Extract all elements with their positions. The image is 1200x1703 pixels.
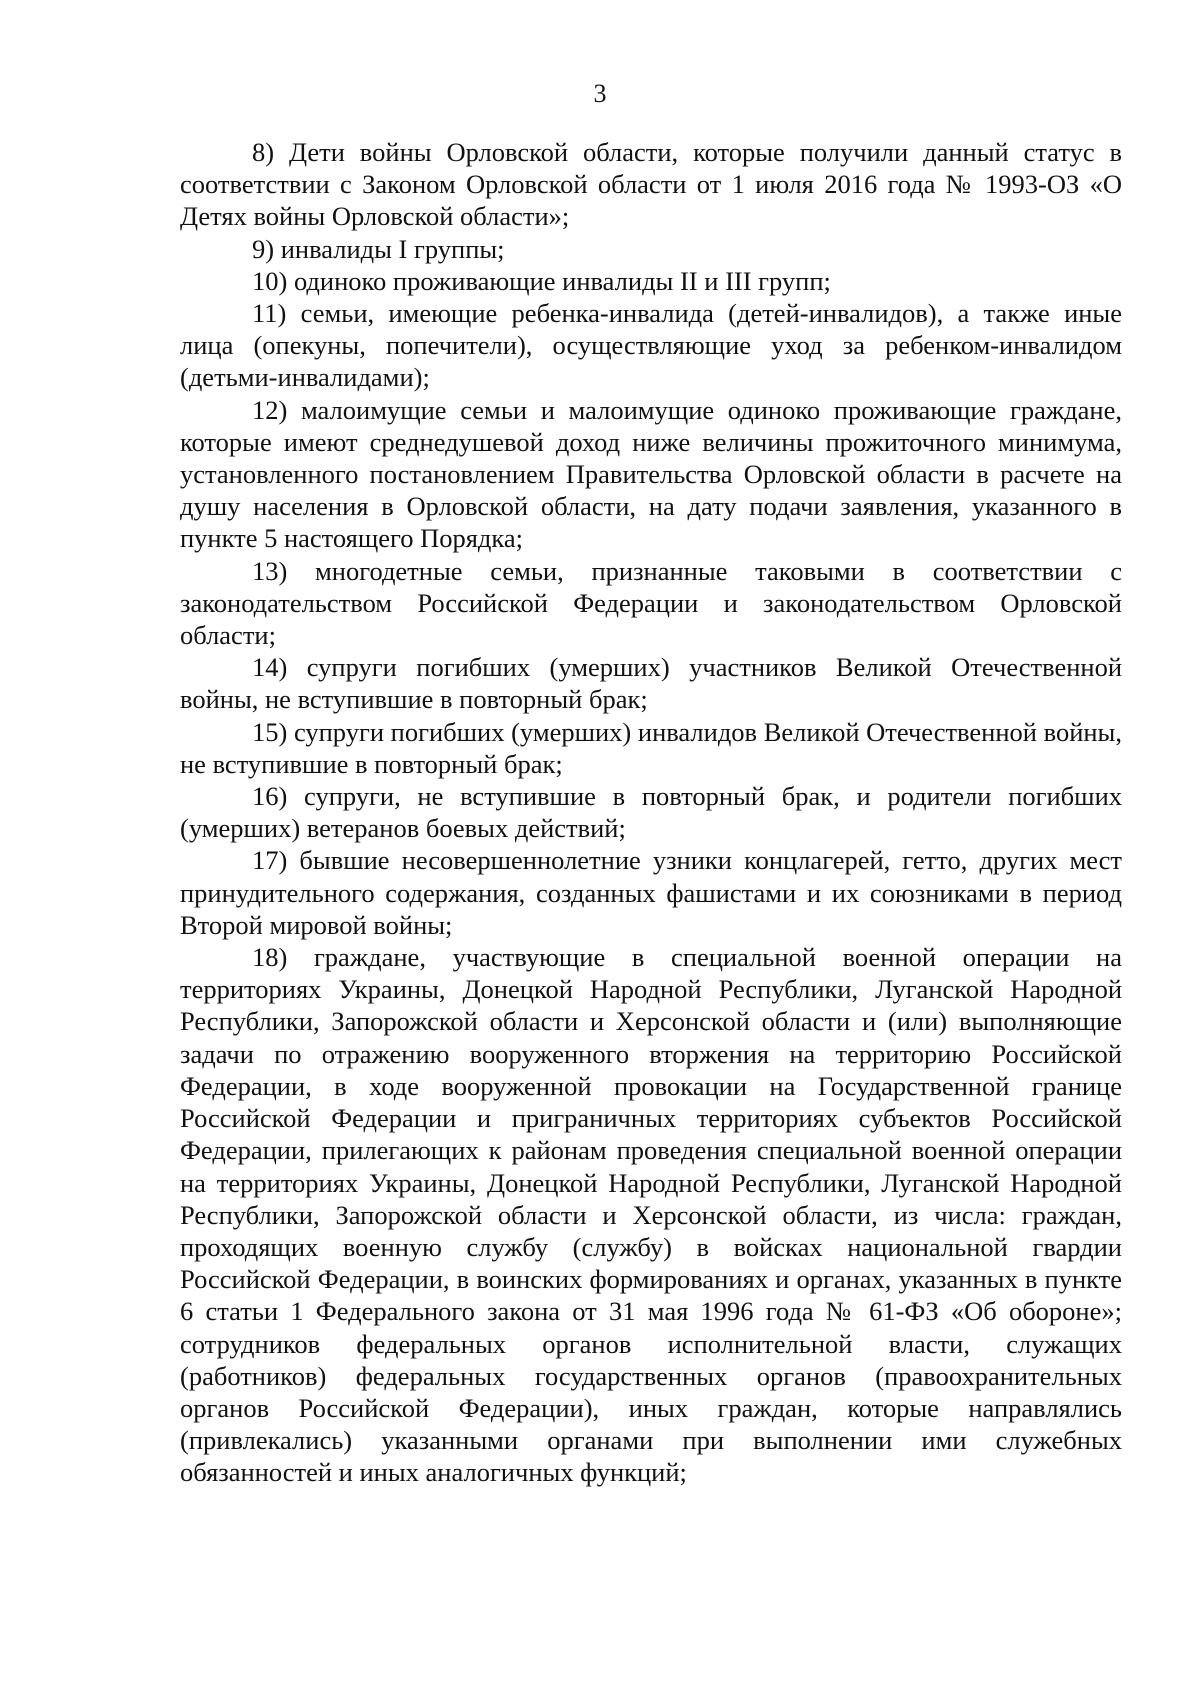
list-item: 17) бывшие несовершеннолетние узники концлагерей, гетто, других мест принудительного содержания, созданных фашистами и их союзниками в период Второй мировой войны; [180,845,1122,940]
document-body [180,136,1122,1489]
list-item: 16) супруги, не вступившие в повторный брак, и родители погибших (умерших) ветеранов боевых действий; [180,781,1122,844]
list-item: 8) Дети войны Орловской области, которые получили данный статус в соответствии с Законом Орловской области от 1 июля 2016 года № 1993-ОЗ «О Детях войны Орловской области»; [180,137,1122,232]
list-item: 13) многодетные семьи, признанные таковыми в соответствии с законодательством Российской Федерации и законодательством Орловской области; [180,555,1122,651]
list-item: 18) граждане, участвующие в специальной военной операции на территориях Украины, Донецкой Народной Республики, Луганской Народной Республики, Запорожской области и Херсонской области и (или) выполняющие задачи по отражению вооруженного вторжения на территорию Российской Федерации, в ходе вооруженной провокации на Государственной границе Российской Федерации и приграничных территориях субъектов Российской Федерации, прилегающих к районам проведения специальной военной операции на территориях Украины, Донецкой Народной Республики, Луганской Народной Республики, Запорожской области и Херсонской области, из числа: граждан, проходящих военную службу (службу) в войсках национальной гвардии Российской Федерации, в воинских формированиях и органах, указанных в пункте 6 статьи 1 Федерального закона от 31 мая 1996 года № 61-ФЗ «Об обороне»; сотрудников федеральных органов исполнительной власти, служащих (работников) федеральных государственных органов (правоохранительных органов Российской Федерации), иных граждан, которые направлялись (привлекались) указанными органами при выполнении ими служебных обязанностей и иных аналогичных функций; [180,942,1122,1488]
list-item: 12) малоимущие семьи и малоимущие одиноко проживающие граждане, которые имеют среднедушевой доход ниже величины прожиточного минимума, установленного постановлением Правительства Орловской области в расчете на душу населения в Орловской области, на дату подачи заявления, указанного в пункте 5 настоящего Порядка; [180,394,1122,554]
list-item: 11) семьи, имеющие ребенка-инвалида (детей-инвалидов), а также иные лица (опекуны, попечители), осуществляющие уход за ребенком-инвалидом (детьми-инвалидами); [180,298,1122,393]
list-item: 14) супруги погибших (умерших) участников Великой Отечественной войны, не вступившие в повторный брак; [180,652,1122,715]
page-number: 3 [593,79,607,108]
list-item: 10) одиноко проживающие инвалиды II и III групп; [252,265,831,296]
list-item: 9) инвалиды I группы; [252,233,505,264]
list-item: 15) супруги погибших (умерших) инвалидов Великой Отечественной войны, не вступившие в повторный брак; [180,716,1122,779]
